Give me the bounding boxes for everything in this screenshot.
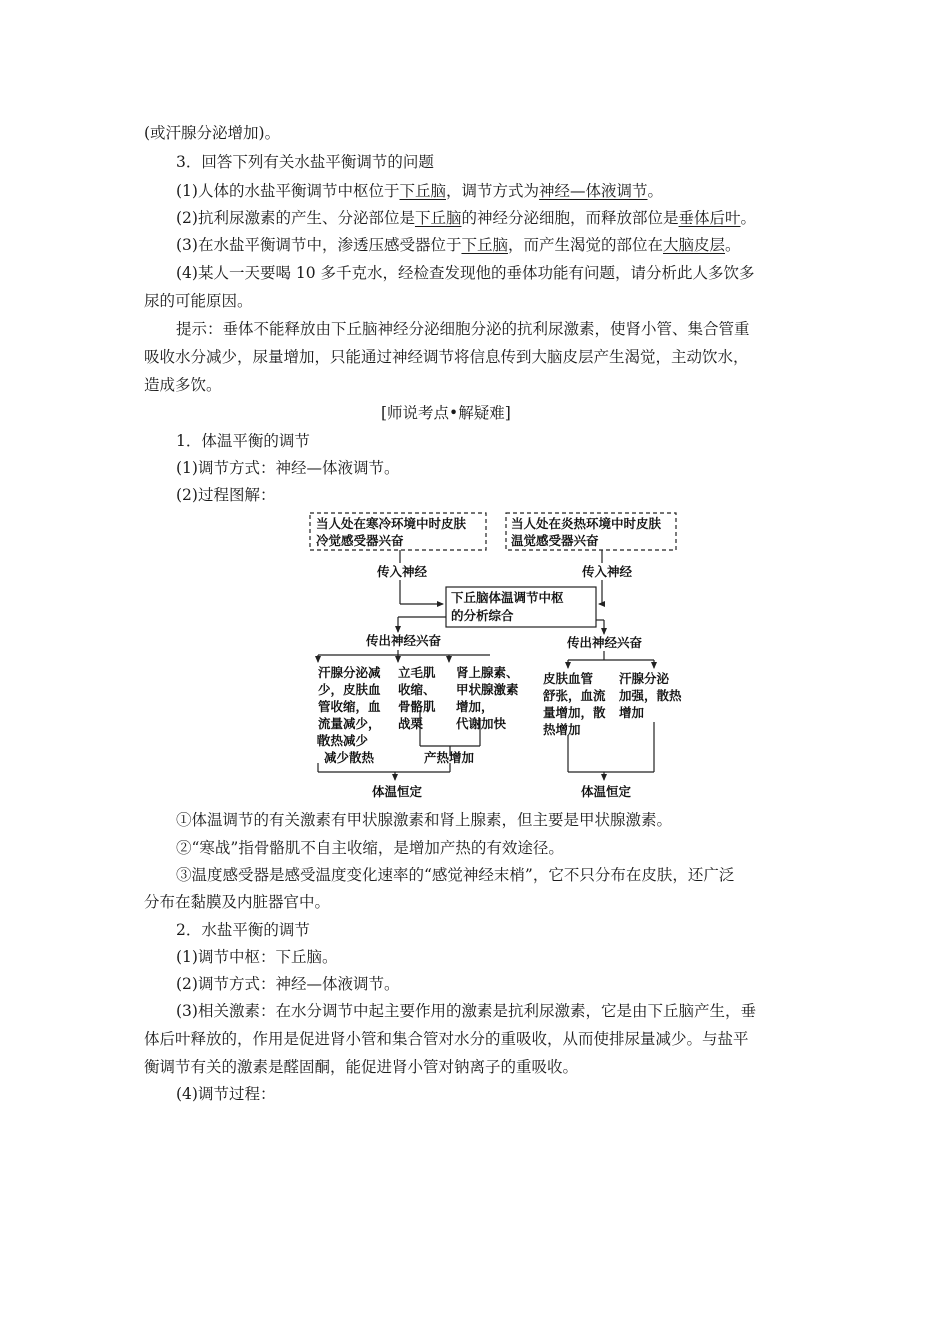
cold-muscle-response: 立毛肌 收缩、 骨骼肌 战栗 xyxy=(398,665,436,731)
section-heading: 1．体温平衡的调节 xyxy=(176,432,310,450)
hot-receptor-box xyxy=(506,513,676,550)
text-line: (3)在水盐平衡调节中，渗透压感受器位于下丘脑，而产生渴觉的部位在大脑皮层。 xyxy=(176,236,741,254)
cold-hormone-response: 肾上腺素、 甲状腺激素 增加， 代谢加快 xyxy=(456,665,519,731)
answer-underline: 下丘脑 xyxy=(399,182,446,200)
text-line: (3)相关激素：在水分调节中起主要作用的激素是抗利尿激素，它是由下丘脑产生，垂 xyxy=(176,1002,756,1020)
text-line: (2)过程图解： xyxy=(176,486,276,504)
answer-underline: 下丘脑 xyxy=(414,209,462,227)
hint-line: 提示：垂体不能释放由下丘脑神经分泌细胞分泌的抗利尿激素，使肾小管、集合管重 xyxy=(176,320,750,338)
text-line: 体后叶释放的，作用是促进肾小管和集合管对水分的重吸收，从而使排尿量减少。与盐平 xyxy=(144,1030,749,1048)
hot-sweat-response: 汗腺分泌 加强，散热 增加 xyxy=(619,671,682,720)
text-line: (4)某人一天要喝 10 多千克水，经检查发现他的垂体功能有问题，请分析此人多饮多 xyxy=(176,264,755,282)
cold-receptor-box xyxy=(310,513,486,550)
hot-receptor-label: 当人处在炎热环境中时皮肤 温觉感受器兴奋 xyxy=(511,516,662,548)
afferent-nerve-left: 传入神经 xyxy=(377,564,428,579)
efferent-nerve-right: 传出神经兴奋 xyxy=(567,635,643,650)
efferent-nerve-left: 传出神经兴奋 xyxy=(366,633,442,648)
text-line: (或汗腺分泌增加)。 xyxy=(144,124,281,142)
text-line: (1)调节中枢：下丘脑。 xyxy=(176,948,338,966)
stable-temperature-left: 体温恒定 xyxy=(372,784,423,799)
text-line: 尿的可能原因。 xyxy=(144,292,253,310)
stable-temperature-right: 体温恒定 xyxy=(581,784,632,799)
text-line: (1)人体的水盐平衡调节中枢位于下丘脑，调节方式为神经—体液调节。 xyxy=(176,182,664,200)
text-line: (2)调节方式：神经—体液调节。 xyxy=(176,975,400,993)
section-banner: [师说考点•解疑难] xyxy=(381,404,511,422)
note-line: ③温度感受器是感受温度变化速率的“感觉神经末梢”，它不只分布在皮肤，还广泛 xyxy=(176,866,735,884)
note-line: ②“寒战”指骨骼肌不自主收缩，是增加产热的有效途径。 xyxy=(176,839,564,857)
text-line: (1)调节方式：神经—体液调节。 xyxy=(176,459,400,477)
cold-sweat-response: 汗腺分泌减 少，皮肤血 管收缩，血 流量减少， 散热减少 xyxy=(318,665,381,748)
note-line: 分布在黏膜及内脏器官中。 xyxy=(144,893,331,911)
answer-underline: 大脑皮层 xyxy=(663,236,726,254)
answer-underline: 垂体后叶 xyxy=(678,209,741,227)
hypothalamus-center-box xyxy=(446,587,596,627)
text-line: 衡调节有关的激素是醛固酮，能促进肾小管对钠离子的重吸收。 xyxy=(144,1058,579,1076)
answer-underline: 下丘脑 xyxy=(461,236,508,254)
section-heading: 3．回答下列有关水盐平衡调节的问题 xyxy=(176,153,434,171)
text-line: (2)抗利尿激素的产生、分泌部位是下丘脑的神经分泌细胞，而释放部位是垂体后叶。 xyxy=(176,209,757,227)
section-heading: 2．水盐平衡的调节 xyxy=(176,921,310,939)
hypothalamus-center-label: 下丘脑体温调节中枢 的分析综合 xyxy=(451,590,564,623)
increase-heat-label: 产热增加 xyxy=(424,750,475,765)
answer-underline: 神经—体液调节 xyxy=(539,182,648,200)
text-line: (4)调节过程： xyxy=(176,1085,276,1103)
note-line: ①体温调节的有关激素有甲状腺激素和肾上腺素，但主要是甲状腺激素。 xyxy=(176,811,673,829)
cold-receptor-label: 当人处在寒冷环境中时皮肤 冷觉感受器兴奋 xyxy=(316,516,467,548)
hint-line: 造成多饮。 xyxy=(144,376,222,394)
hot-vessel-response: 皮肤血管 舒张，血流 量增加，散 热增加 xyxy=(543,671,606,737)
hint-line: 吸收水分减少，尿量增加，只能通过神经调节将信息传到大脑皮层产生渴觉，主动饮水， xyxy=(144,348,749,366)
reduce-heat-loss-label: 减少散热 xyxy=(324,750,375,765)
afferent-nerve-right: 传入神经 xyxy=(582,564,633,579)
